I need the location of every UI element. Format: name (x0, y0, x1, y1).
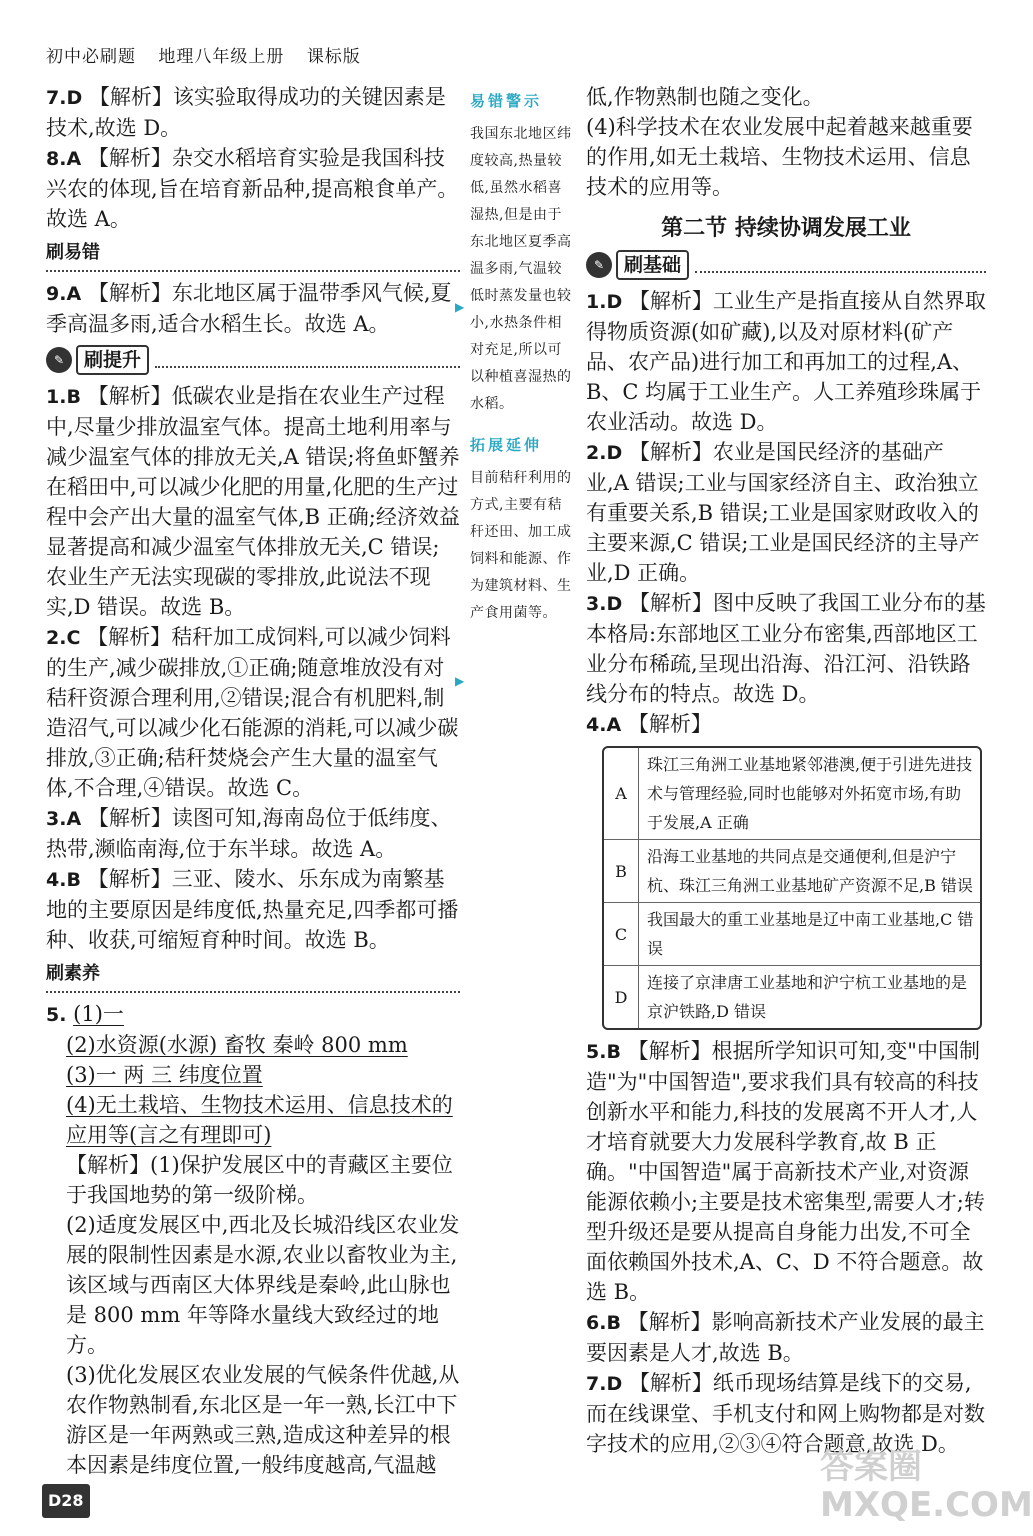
side-text-error-warning: 我国东北地区纬度较高,热量较低,虽然水稻喜湿热,但是由于东北地区夏季高温多雨,气温较低时蒸发量也较小,水热条件相对充足,所以可以种植喜湿热的水稻。 (470, 126, 572, 412)
answer-r5 (586, 1036, 986, 1307)
answer-text: 【解析】图中反映了我国工业分布的基本格局:东部地区工业分布密集,西部地区工业分布稀疏,呈现出沿海、沿江河、沿铁路线分布的特点。故选 D。 (586, 591, 986, 706)
pointer-arrow-icon: ▶ (455, 674, 465, 688)
answer-r4 (586, 709, 986, 740)
answer-number: 4.B (46, 869, 81, 891)
answer-number: 2.C (46, 627, 81, 649)
answer-text: 【解析】农业是国民经济的基础产业,A 错误;工业与国家经济自主、政治独立有重要关系,B 错误;工业是国家财政收入的主要来源,C 错误;工业是国民经济的主导产业,D 正确。 (586, 440, 980, 585)
answer-r6 (586, 1307, 986, 1368)
section-label: 刷基础 (616, 250, 689, 280)
watermark-logo: 答案圈 MXQE.COM (820, 1447, 1033, 1525)
row-label: C (604, 903, 639, 965)
answer-t4 (46, 864, 460, 955)
answer-number: 2.D (586, 442, 623, 464)
section-bar-jichu (586, 250, 986, 280)
side-title-error-warning: 易错警示 (470, 92, 543, 110)
answer-part-4: (4)无土栽培、生物技术运用、信息技术的应用等(言之有理即可) (66, 1093, 453, 1147)
side-notes (470, 82, 574, 627)
row-text: 我国最大的重工业基地是辽中南工业基地,C 错误 (647, 910, 974, 958)
answer-part-3: (3)一 两 三 纬度位置 (66, 1063, 263, 1087)
continued-text-4: (4)科学技术在农业发展中起着越来越重要的作用,如无土栽培、生物技术运用、信息技术的应用等。 (586, 115, 973, 199)
answer-number: 5. (46, 1004, 67, 1026)
answer-number: 8.A (46, 148, 82, 170)
answer-number: 7.D (46, 87, 83, 109)
table-row (604, 903, 980, 966)
answer-number: 7.D (586, 1373, 623, 1395)
answer-8 (46, 143, 460, 234)
answer-r1 (586, 286, 986, 437)
answer-5-part-2 (46, 1030, 460, 1060)
section-bar-yicuo: 刷易错 (46, 238, 460, 272)
table-row (604, 748, 980, 840)
answer-r7 (586, 1368, 986, 1459)
answer-text: 【解析】 (627, 712, 712, 736)
answer-5 (46, 999, 460, 1030)
answer-number: 4.A (586, 714, 622, 736)
row-text: 沿海工业基地的共同点是交通便利,但是沪宁杭、珠江三角洲工业基地矿产资源不足,B 错误 (647, 847, 973, 895)
side-text-extension: 目前秸秆利用的方式,主要有秸秆还田、加工成饲料和能源、作为建筑材料、生产食用菌等。 (470, 470, 572, 621)
answer-9 (46, 278, 460, 339)
answer-text: 【解析】该实验取得成功的关键因素是技术,故选 D。 (46, 85, 446, 140)
answer-r3 (586, 588, 986, 709)
series-name: 初中必刷题 (46, 47, 136, 67)
pointer-arrow-icon: ▶ (455, 300, 465, 314)
answer-number: 1.D (586, 291, 623, 313)
answer-text: 【解析】影响高新技术产业发展的最主要因素是人才,故选 B。 (586, 1310, 985, 1365)
row-label: A (604, 748, 639, 839)
right-column (586, 82, 986, 1459)
answer-part-2: (2)水资源(水源) 畜牧 秦岭 800 mm (66, 1033, 408, 1057)
answer-text: 【解析】杂交水稻培育实验是我国科技兴农的体现,旨在培育新品种,提高粮食单产。故选 A。 (46, 146, 459, 231)
explanation-2: (2)适度发展区中,西北及长城沿线区农业发展的限制性因素是水源,农业以畜牧业为主,该区域与西南区大体界线是秦岭,此山脉也是 800 mm 年等降水量线大致经过的地方。 (66, 1213, 460, 1357)
page-number: D28 (42, 1484, 90, 1518)
dotted-divider (695, 257, 986, 273)
edition-name: 课标版 (306, 47, 361, 67)
section-bar-suyang: 刷素养 (46, 959, 460, 993)
continued-text: 低,作物熟制也随之变化。 (586, 85, 824, 109)
answer-number: 9.A (46, 283, 82, 305)
answer-text: 【解析】低碳农业是指在农业生产过程中,尽量少排放温室气体。提高土地利用率与减少温室气体的排放无关,A 错误;将鱼虾蟹养在稻田中,可以减少化肥的用量,化肥的生产过程中会产出大量的温室气体,B 正确;经济效益显著提高和减少温室气体排放无关,C 错误;农业生产无法实现碳的零排放,此说法不现实,D 错误。故选 B。 (46, 384, 460, 619)
book-icon: ✎ (46, 347, 72, 373)
table-row (604, 840, 980, 903)
answer-number: 5.B (586, 1041, 621, 1063)
page-header (46, 46, 377, 68)
dotted-divider (155, 352, 460, 368)
answer-text: 【解析】工业生产是指直接从自然界取得物质资源(如矿藏),以及对原材料(矿产品、农产品)进行加工和再加工的过程,A、B、C 均属于工业生产。人工养殖珍珠属于农业活动。故选 D。 (586, 289, 986, 434)
answer-text: 【解析】根据所学知识可知,变"中国制造"为"中国智造",要求我们具有较高的科技创新水平和能力,科技的发展离不开人才,人才培育就要大力发展科学教育,故 B 正确。"中国智造"属于高新技术产业,对资源能源依赖小;主要是技术密集型,需要人才;转型升级还是要从提高自身能力出发,不可全面依赖国外技术,A、C、D 不符合题意。故选 B。 (586, 1039, 985, 1304)
row-text: 珠江三角洲工业基地紧邻港澳,便于引进先进技术与管理经验,同时也能够对外拓宽市场,有助于发展,A 正确 (647, 755, 973, 832)
subject-name: 地理八年级上册 (158, 47, 285, 67)
side-title-extension: 拓展延伸 (470, 436, 543, 454)
left-column (46, 82, 460, 1480)
answer-t2 (46, 622, 460, 803)
answer-t1 (46, 381, 460, 622)
section-title: 第二节 持续协调发展工业 (661, 216, 911, 241)
answer-number: 6.B (586, 1312, 621, 1334)
section-bar-tisheng (46, 345, 460, 375)
row-label: B (604, 840, 639, 902)
answer-text: 【解析】读图可知,海南岛位于低纬度、热带,濒临南海,位于东半球。故选 A。 (46, 806, 452, 861)
answer-text: 【解析】三亚、陵水、乐东成为南繁基地的主要原因是纬度低,热量充足,四季都可播种、收获,可缩短育种时间。故选 B。 (46, 867, 459, 952)
answer-number: 1.B (46, 386, 81, 408)
answer-text: 【解析】秸秆加工成饲料,可以减少饲料的生产,减少碳排放,①正确;随意堆放没有对秸秆资源合理利用,②错误;混合有机肥料,制造沼气,可以减少化石能源的消耗,可以减少碳排放,③正确;秸秆焚烧会产生大量的温室气体,不合理,④错误。故选 C。 (46, 625, 459, 800)
book-icon: ✎ (586, 252, 612, 278)
answer-7 (46, 82, 460, 143)
answer-number: 3.D (586, 593, 623, 615)
answer-text: 【解析】东北地区属于温带季风气候,夏季高温多雨,适合水稻生长。故选 A。 (46, 281, 452, 336)
answer-number: 3.A (46, 808, 82, 830)
analysis-table (602, 746, 982, 1030)
explanation-3: (3)优化发展区农业发展的气候条件优越,从农作物熟制看,东北区是一年一熟,长江中下游区是一年两熟或三熟,造成这种差异的根本因素是纬度位置,一般纬度越高,气温越 (66, 1363, 460, 1477)
row-text: 连接了京津唐工业基地和沪宁杭工业基地的是京沪铁路,D 错误 (647, 973, 968, 1021)
answer-r2 (586, 437, 986, 588)
section-label: 刷提升 (76, 345, 149, 375)
row-label: D (604, 966, 639, 1028)
answer-t3 (46, 803, 460, 864)
answer-text: 【解析】纸币现场结算是线下的交易,而在线课堂、手机支付和网上购物都是对数字技术的应用,②③④符合题意,故选 D。 (586, 1371, 985, 1456)
answer-5-part-3 (46, 1060, 460, 1090)
explanation-1: 【解析】(1)保护发展区中的青藏区主要位于我国地势的第一级阶梯。 (66, 1153, 453, 1207)
answer-5-part-4 (46, 1090, 460, 1150)
answer-part-1: (1)一 (73, 1002, 124, 1026)
table-row (604, 966, 980, 1028)
